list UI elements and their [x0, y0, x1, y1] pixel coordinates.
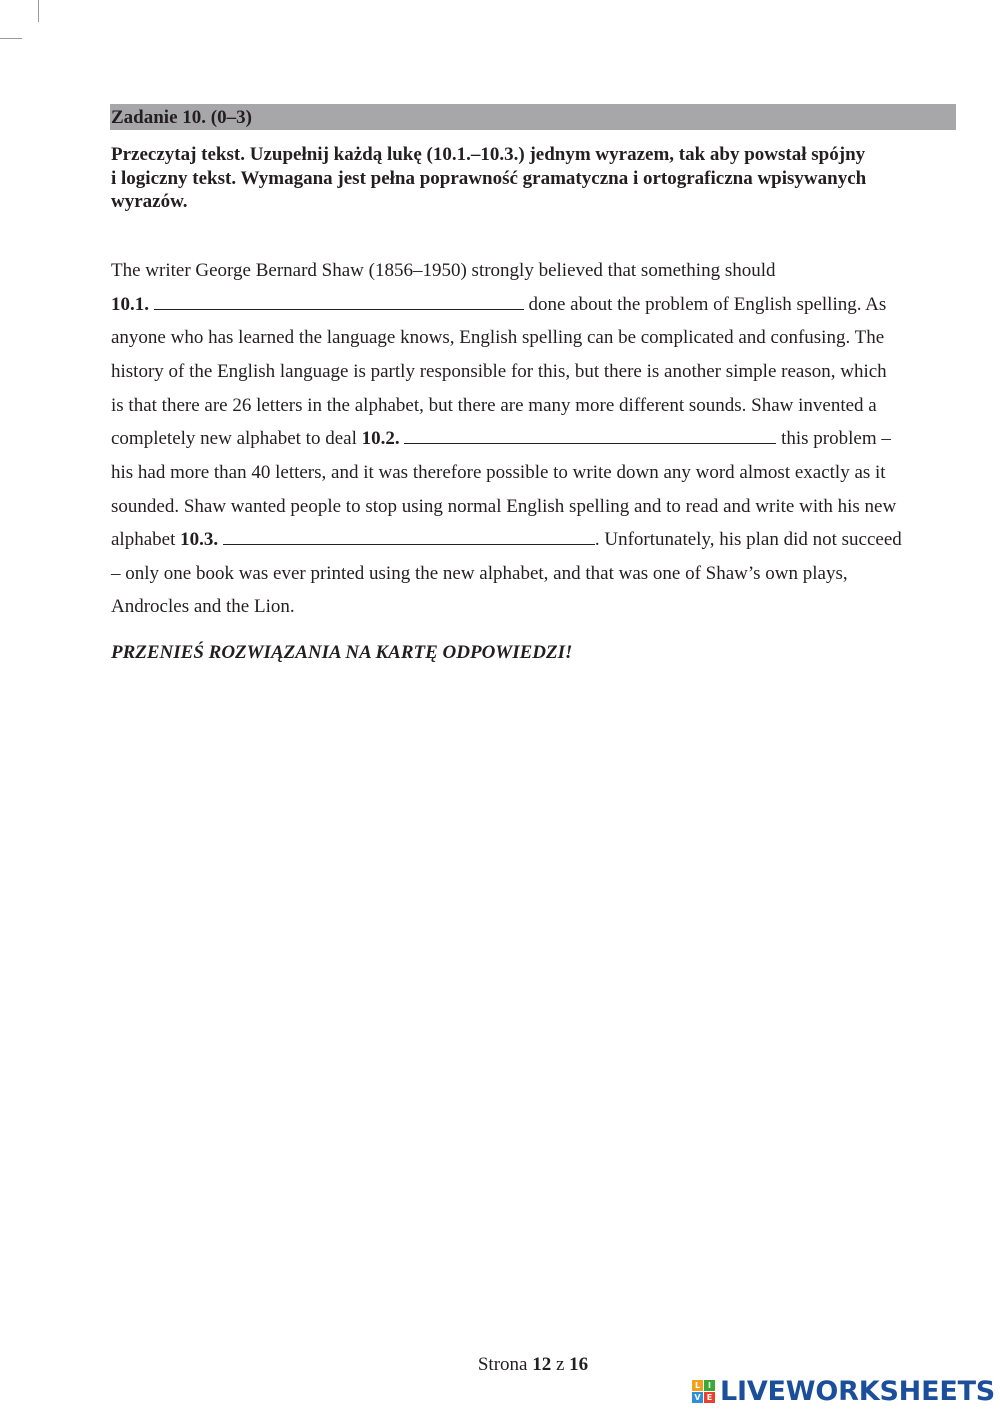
liveworksheets-brand [692, 1376, 995, 1406]
passage-line: The writer George Bernard Shaw (1856–1950) strongly believed that something should [111, 260, 776, 281]
passage-text: alphabet [111, 529, 181, 550]
passage-text: this problem – [776, 428, 891, 449]
gap-answer-10-3[interactable] [223, 527, 595, 545]
logo-tile: L [692, 1380, 703, 1391]
passage-line: is that there are 26 letters in the alphabet, but there are many more different sounds. Shaw invented a [111, 395, 877, 416]
footer-prefix: Strona [477, 1354, 528, 1375]
instruction-line: wyrazów. [111, 191, 188, 212]
gap-label-10-3: 10.3. [180, 529, 219, 550]
passage-line: anyone who has learned the language knows, English spelling can be complicated and confusing. The [111, 327, 885, 348]
passage-line: – only one book was ever printed using the new alphabet, and that was one of Shaw’s own plays, [111, 563, 848, 584]
logo-tile: I [704, 1380, 715, 1391]
passage-line [111, 426, 891, 452]
passage-line [111, 527, 902, 553]
transfer-note: PRZENIEŚ ROZWIĄZANIA NA KARTĘ ODPOWIEDZI! [111, 642, 573, 663]
passage-line [111, 292, 886, 318]
task-instruction [111, 143, 931, 214]
passage-line: Androcles and the Lion. [111, 596, 295, 617]
passage-line: history of the English language is partly responsible for this, but there is another simple reason, which [111, 361, 887, 382]
crop-mark-vertical [38, 0, 39, 22]
liveworksheets-logo-icon [692, 1380, 715, 1403]
page-footer [0, 1354, 1000, 1376]
passage-text: . Unfortunately, his plan did not succeed [594, 529, 902, 550]
page-number: 12 [532, 1354, 552, 1375]
brand-wordmark: LIVEWORKSHEETS [720, 1375, 996, 1407]
instruction-line: i logiczny tekst. Wymagana jest pełna poprawność gramatyczna i ortograficzna wpisywanych [111, 167, 867, 189]
passage-text: completely new alphabet to deal [111, 428, 362, 449]
footer-separator: z [555, 1354, 565, 1375]
passage-line: sounded. Shaw wanted people to stop using normal English spelling and to read and write with his new [111, 496, 897, 517]
crop-mark-horizontal [0, 38, 22, 39]
gap-label-10-1: 10.1. [111, 294, 149, 315]
instruction-line: Przeczytaj tekst. Uzupełnij każdą lukę (10.1.–10.3.) jednym wyrazem, tak aby powstał spójny [111, 144, 866, 165]
task-header: Zadanie 10. (0–3) [110, 104, 956, 130]
gap-answer-10-1[interactable] [154, 292, 524, 310]
total-pages: 16 [569, 1354, 589, 1375]
logo-tile: E [704, 1392, 715, 1403]
passage-text: done about the problem of English spelling. As [523, 294, 887, 315]
gap-label-10-2: 10.2. [361, 428, 400, 449]
passage-line: his had more than 40 letters, and it was therefore possible to write down any word almost exactly as it [111, 462, 886, 483]
logo-tile: V [692, 1392, 703, 1403]
gap-answer-10-2[interactable] [404, 426, 776, 444]
